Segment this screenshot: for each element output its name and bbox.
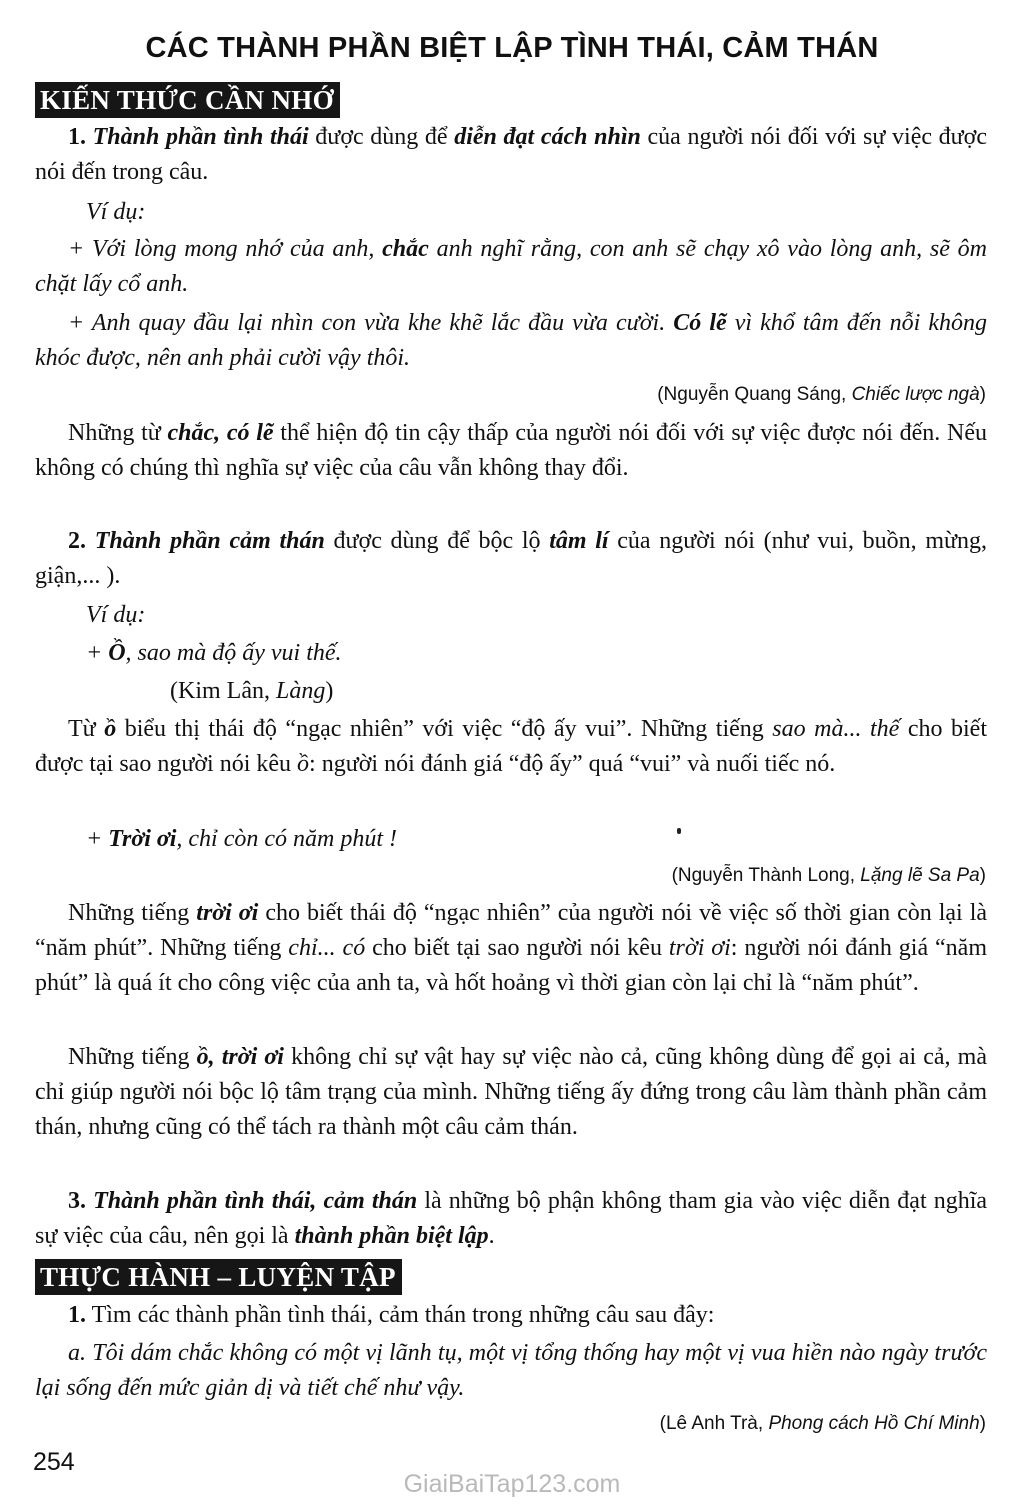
example-label: Ví dụ: — [86, 199, 146, 225]
explanation-2-keyword: ồ — [104, 716, 117, 742]
explanation-4-text-c: không chỉ sự vật hay sự việc nào cả, cũng không dùng để gọi ai cả, mà chỉ giúp người nói bộc lộ tâm trạng của mình. Những tiếng ấy đứng trong câu làm thành phần cảm thán, nhưng cũng có thể tách ra thành một câu cảm thán. — [35, 1044, 988, 1140]
explanation-1-keyword: chắc, có lẽ — [167, 420, 274, 446]
explanation-2-text-a: Từ — [68, 716, 105, 742]
example-2 — [35, 306, 987, 376]
source-3-author: (Nguyễn Thành Long, — [671, 865, 861, 886]
example-4-bullet: + — [86, 826, 109, 852]
source-1-close: ) — [979, 384, 986, 405]
item-2-number: 2. — [68, 528, 86, 554]
explanation-2-italic-f: ồ — [297, 751, 310, 777]
example-1-text-end: anh nghĩ rằng, con anh sẽ chạy xô vào lòng anh, sẽ ôm chặt lấy cổ anh. — [35, 236, 987, 297]
explanation-1 — [35, 416, 987, 486]
example-3-text: , sao mà độ ấy vui thế. — [125, 640, 342, 666]
explanation-3-text-c: cho biết thái độ “ngạc nhiên” của người nói về việc số thời gian còn lại là “năm phút”. Những tiếng — [35, 900, 988, 961]
example-label-2: Ví dụ: — [86, 602, 146, 628]
explanation-3 — [35, 896, 987, 1001]
explanation-4-text-a: Những tiếng — [68, 1044, 197, 1070]
example-4-keyword: Trời ơi — [108, 826, 177, 852]
exercise-1-text: Tìm các thành phần tình thái, cảm thán trong những câu sau đây: — [86, 1302, 715, 1328]
source-3-work: Lặng lẽ Sa Pa — [860, 865, 980, 886]
example-1-keyword: chắc — [382, 236, 429, 262]
example-3-bullet: + — [86, 640, 109, 666]
section-heading-practice: THỰC HÀNH – LUYỆN TẬP — [35, 1259, 402, 1295]
page-title: CÁC THÀNH PHẦN BIỆT LẬP TÌNH THÁI, CẢM THÁN — [145, 32, 879, 64]
item-2-text: được dùng để bộc lộ — [324, 528, 550, 554]
explanation-3-text-a: Những tiếng — [68, 900, 197, 926]
example-1 — [35, 232, 987, 302]
exercise-1a: a. Tôi dám chắc không có một vị lãnh tụ, một vị tổng thống hay một vị vua hiền nào ngày trước lại sống đến mức giản dị và tiết chế như vậy. — [35, 1340, 987, 1401]
example-1-text: + Với lòng mong nhớ của anh, — [68, 236, 383, 262]
exercise-1-number: 1. — [68, 1302, 86, 1328]
item-2-paragraph — [35, 524, 987, 594]
explanation-1-text-end: thể hiện độ tin cậy thấp của người nói đối với sự việc được nói đến. Nếu không có chúng thì nghĩa sự việc của câu vẫn không thay đổi. — [35, 420, 987, 481]
item-1-key: diễn đạt cách nhìn — [454, 124, 641, 150]
explanation-2-text-g: : người nói đánh giá “độ ấy” quá “vui” và nuối tiếc nó. — [309, 751, 836, 777]
item-1-text-end: của người nói đối với sự việc được nói đến trong câu. — [35, 124, 987, 185]
source-2-author: (Kim Lân, — [170, 678, 276, 704]
exercise-1 — [35, 1298, 987, 1333]
source-2-close: ) — [325, 678, 334, 704]
explanation-2-text-c: biểu thị thái độ “ngạc nhiên” với việc “độ ấy vui”. Những tiếng — [116, 716, 773, 742]
example-2-text: + Anh quay đầu lại nhìn con vừa khe khẽ lắc đầu vừa cười. — [68, 310, 674, 336]
example-2-text-end: vì khổ tâm đến nỗi không khóc được, nên anh phải cười vậy thôi. — [35, 310, 988, 371]
page-number: 254 — [33, 1448, 75, 1476]
source-citation-1 — [657, 382, 986, 408]
source-4-author: (Lê Anh Trà, — [659, 1413, 769, 1434]
example-3 — [86, 636, 342, 671]
item-3-paragraph — [35, 1184, 987, 1254]
item-2-text-end: của người nói (như vui, buồn, mừng, giận,... ). — [35, 528, 988, 589]
explanation-3-text-e: cho biết tại sao người nói kêu — [365, 935, 669, 961]
source-1-work: Chiếc lược ngà — [851, 384, 980, 405]
item-3-term: Thành phần tình thái, cảm thán — [93, 1188, 418, 1214]
item-1-number: 1. — [68, 124, 86, 150]
watermark: GiaiBaiTap123.com — [403, 1470, 621, 1498]
item-3-text: là những bộ phận không tham gia vào việc diễn đạt nghĩa sự việc của câu, nên gọi là — [35, 1188, 988, 1249]
explanation-1-text: Những từ — [68, 420, 168, 446]
explanation-3-keyword: trời ơi — [196, 900, 259, 926]
source-1-author: (Nguyễn Quang Sáng, — [657, 384, 852, 405]
source-4-close: ) — [979, 1413, 986, 1434]
stray-mark — [677, 828, 681, 834]
item-3-text-end: . — [488, 1223, 495, 1249]
source-3-close: ) — [979, 865, 986, 886]
section-heading-knowledge: KIẾN THỨC CẦN NHỚ — [35, 82, 340, 118]
item-3-number: 3. — [68, 1188, 86, 1214]
explanation-2 — [35, 712, 987, 782]
explanation-3-text-g: : người nói đánh giá “năm phút” là quá ít cho công việc của anh ta, và hốt hoảng vì thời gian còn lại chỉ là “năm phút”. — [35, 935, 988, 996]
source-citation-3 — [672, 863, 986, 889]
item-3-key: thành phần biệt lập — [294, 1223, 489, 1249]
item-2-key: tâm lí — [549, 528, 609, 554]
explanation-2-text-e: cho biết được tại sao người nói kêu — [35, 716, 988, 777]
item-1-term: Thành phần tình thái — [92, 124, 309, 150]
item-1-paragraph — [35, 120, 987, 190]
explanation-3-italic-d: chỉ... có — [288, 935, 366, 961]
example-4 — [86, 822, 397, 857]
source-citation-4 — [660, 1411, 986, 1437]
example-3-keyword: Ồ — [108, 640, 126, 666]
item-1-text: được dùng để — [308, 124, 455, 150]
explanation-2-italic-d: sao mà... thế — [772, 716, 900, 742]
explanation-3-italic-f: trời ơi — [668, 935, 731, 961]
explanation-4-keyword: ồ, trời ơi — [196, 1044, 284, 1070]
item-2-term: Thành phần cảm thán — [94, 528, 325, 554]
explanation-4 — [35, 1040, 987, 1145]
example-2-keyword: Có lẽ — [673, 310, 727, 336]
example-4-text: , chỉ còn có năm phút ! — [176, 826, 398, 852]
source-citation-2 — [170, 674, 333, 709]
source-4-work: Phong cách Hồ Chí Minh — [768, 1413, 980, 1434]
source-2-work: Làng — [275, 678, 326, 704]
